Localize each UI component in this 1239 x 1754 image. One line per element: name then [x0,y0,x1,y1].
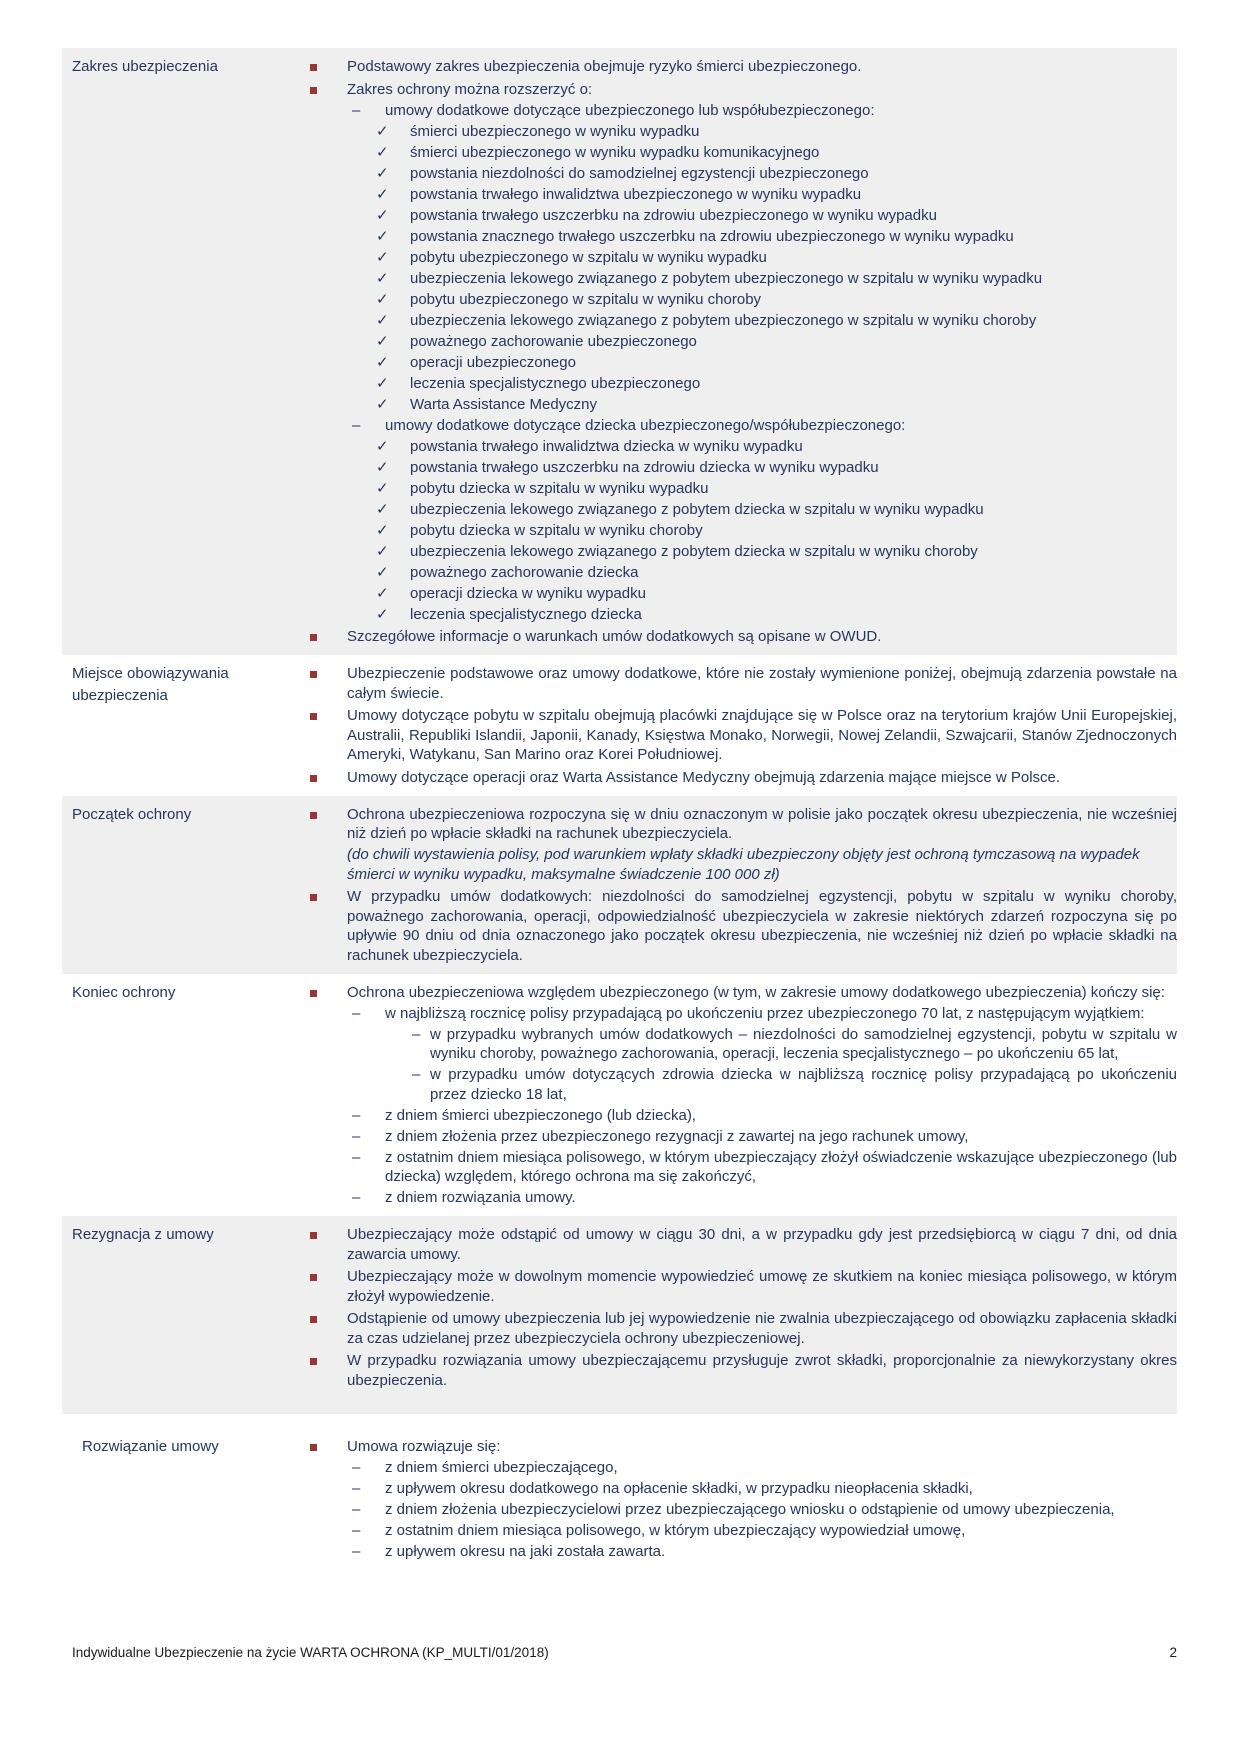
checkmark-icon: ✓ [376,395,389,413]
list-item [300,584,1177,604]
table-row [62,655,1177,796]
row-content [300,661,1177,789]
list-item-text: w przypadku umów dotyczących zdrowia dziecka w najbliższą rocznicę polisy przypadającą po ukończeniu przez dziecko 18 lat, [430,1066,1177,1103]
table-row [62,1414,1177,1570]
list-item [300,768,1177,788]
checkmark-icon: ✓ [376,185,389,203]
checkmark-icon: ✓ [376,500,389,518]
row-content [300,1434,1177,1563]
dash-icon: – [352,1127,361,1145]
list-item-text: Odstąpienie od umowy ubezpieczenia lub jej wypowiedzenie nie zwalnia ubezpieczającego od obowiązku zapłacenia składki za czas udzielanej przez ubezpieczyciela ochrony ubezpieczeniowej. [347,1310,1177,1347]
list-item [300,374,1177,394]
list-item-text: W przypadku umów dodatkowych: niezdolności do samodzielnej egzystencji, pobytu w szpitalu w wyniku choroby, poważnego zachorowania, operacji, odpowiedzialność ubezpieczyciela w zakresie niektórych zdarzeń rozpoczyna się po upływie 90 dniu od dnia oznaczonego jako początek okresu ubezpieczenia, nie wcześniej niż dzień po wpłacie składki na rachunek ubezpieczyciela. [347,888,1177,964]
list-item [300,269,1177,289]
dash-icon: – [352,1458,361,1476]
list-item-text: z dniem śmierci ubezpieczonego (lub dziecka), [385,1106,696,1124]
list-item [300,80,1177,100]
dash-icon: – [352,1500,361,1518]
list-item [300,1106,1177,1126]
insurance-info-table [62,48,1177,1570]
list-item-text: pobytu ubezpieczonego w szpitalu w wyniku wypadku [410,248,767,266]
list-item-text: w przypadku wybranych umów dodatkowych – niezdolności do samodzielnej egzystencji, pobytu w szpitalu w wyniku choroby, poważnego zachorowania, operacji, leczenia specjalistycznego – po ukończeniu 65 lat, [430,1025,1177,1062]
list-item-text: pobytu dziecka w szpitalu w wyniku choroby [410,521,703,539]
list-item-text: śmierci ubezpieczonego w wyniku wypadku komunikacyjnego [410,143,820,161]
list-item [300,706,1177,765]
bullet-square-icon [310,80,347,100]
list-item [300,1542,1177,1562]
checkmark-icon: ✓ [376,584,389,602]
list-item-text: śmierci ubezpieczonego w wyniku wypadku [410,122,700,140]
list-item [300,101,1177,121]
list-item [300,1437,1177,1457]
list-item-text: powstania trwałego uszczerbku na zdrowiu ubezpieczonego w wyniku wypadku [410,206,937,224]
list-item-text: Ochrona ubezpieczeniowa rozpoczyna się w dniu oznaczonym w polisie jako początek okresu ubezpieczenia, nie wcześniej niż dzień po wpłacie składki na rachunek ubezpieczyciela. [347,805,1177,842]
row-label: Rozwiązanie umowy [82,1437,219,1455]
page-footer [72,1645,1177,1660]
list-item [300,1065,1177,1104]
list-item [300,206,1177,226]
list-item [300,1127,1177,1147]
checkmark-icon: ✓ [376,290,389,308]
list-item [300,1309,1177,1348]
dash-icon: – [412,1025,421,1043]
list-item-text: ubezpieczenia lekowego związanego z pobytem ubezpieczonego w szpitalu w wyniku wypadku [410,269,1043,287]
dash-icon: – [352,1004,361,1022]
list-item [300,458,1177,478]
list-item-text: W przypadku rozwiązania umowy ubezpieczającemu przysługuje zwrot składki, proporcjonalnie za niewykorzystany okres ubezpieczenia. [347,1352,1177,1389]
checkmark-icon: ✓ [376,332,389,350]
list-item-text: ubezpieczenia lekowego związanego z pobytem dziecka w szpitalu w wyniku wypadku [410,500,984,518]
checkmark-icon: ✓ [376,521,389,539]
dash-icon: – [352,1542,361,1560]
list-item [300,1188,1177,1208]
list-item-text: Zakres ochrony można rozszerzyć o: [347,80,593,98]
checkmark-icon: ✓ [376,479,389,497]
checkmark-icon: ✓ [376,122,389,140]
list-item [300,1351,1177,1390]
list-item-text: Warta Assistance Medyczny [410,395,598,413]
list-item [300,542,1177,562]
list-item [300,416,1177,436]
row-label: Rezygnacja z umowy [72,1226,214,1243]
bullet-square-icon [310,1437,347,1457]
table-row [62,48,1177,655]
checkmark-icon: ✓ [376,563,389,581]
checkmark-icon: ✓ [376,374,389,392]
list-item [300,605,1177,625]
list-item [300,1500,1177,1520]
row-content [300,802,1177,967]
list-item-text: Podstawowy zakres ubezpieczenia obejmuje ryzyko śmierci ubezpieczonego. [347,58,862,75]
bullet-square-icon [310,706,347,765]
checkmark-icon: ✓ [376,437,389,455]
list-item-text: powstania znacznego trwałego uszczerbku na zdrowiu ubezpieczonego w wyniku wypadku [410,227,1014,245]
list-item-text: Umowa rozwiązuje się: [347,1437,501,1455]
row-content [300,1222,1177,1392]
list-item-text: z upływem okresu na jaki została zawarta. [385,1542,666,1560]
list-item-text: Ubezpieczający może odstąpić od umowy w ciągu 30 dni, a w przypadku gdy jest przedsiębiorcą w ciągu 7 dni, od dnia zawarcia umowy. [347,1226,1177,1263]
list-item-text: Szczegółowe informacje o warunkach umów dodatkowych są opisane w OWUD. [347,628,882,645]
list-item-text: Ubezpieczający może w dowolnym momencie wypowiedzieć umowę ze skutkiem na koniec miesiąca polisowego, w którym złożył wypowiedzenie. [347,1268,1177,1305]
list-item [300,983,1177,1003]
list-item [300,1267,1177,1306]
list-item-text: z dniem złożenia ubezpieczycielowi przez ubezpieczającego wniosku o odstąpienie od umowy ubezpieczenia, [385,1500,1115,1518]
bullet-square-icon [310,887,347,965]
list-item-text: z dniem śmierci ubezpieczającego, [385,1458,618,1476]
bullet-square-icon [310,768,347,788]
list-item-text: umowy dodatkowe dotyczące ubezpieczonego lub współubezpieczonego: [385,101,875,119]
bullet-square-icon [310,1351,347,1390]
list-item [300,185,1177,205]
list-item-text: operacji dziecka w wyniku wypadku [410,584,646,602]
dash-icon: – [352,1148,361,1166]
list-item [300,479,1177,499]
list-item-text: leczenia specjalistycznego dziecka [410,605,642,623]
page-number: 2 [1169,1645,1177,1660]
list-item [300,887,1177,965]
dash-icon: – [352,101,361,119]
bullet-square-icon [310,664,347,703]
row-label: Początek ochrony [72,805,192,823]
table-row [62,1216,1177,1414]
list-item-text: z upływem okresu dodatkowego na opłacenie składki, w przypadku nieopłacenia składki, [385,1479,973,1497]
list-item [300,248,1177,268]
list-item [300,164,1177,184]
table-row [62,974,1177,1217]
checkmark-icon: ✓ [376,248,389,266]
bullet-square-icon [310,983,347,1003]
list-item-text: z dniem złożenia przez ubezpieczonego rezygnacji z zawartej na jego rachunek umowy, [385,1127,969,1145]
footer-document-title: Indywidualne Ubezpieczenie na życie WARTA OCHRONA (KP_MULTI/01/2018) [72,1645,549,1660]
dash-icon: – [412,1066,421,1083]
list-item-text: w najbliższą rocznicę polisy przypadającą po ukończeniu przez ubezpieczonego 70 lat, z następującym wyjątkiem: [385,1004,1145,1022]
list-item [300,664,1177,703]
list-item [300,227,1177,247]
list-item [300,290,1177,310]
list-item [300,1479,1177,1499]
list-item-text: ubezpieczenia lekowego związanego z pobytem dziecka w szpitalu w wyniku choroby [410,542,978,560]
checkmark-icon: ✓ [376,227,389,245]
list-item [300,563,1177,583]
list-item [300,122,1177,142]
dash-icon: – [352,1479,361,1497]
checkmark-icon: ✓ [376,269,389,287]
list-item-text: Ochrona ubezpieczeniowa względem ubezpieczonego (w tym, w zakresie umowy dodatkowego ubezpieczenia) kończy się: [347,983,1165,1001]
checkmark-icon: ✓ [376,353,389,371]
checkmark-icon: ✓ [376,458,389,476]
list-item [300,521,1177,541]
dash-icon: – [352,416,361,434]
list-item [300,1004,1177,1024]
checkmark-icon: ✓ [376,542,389,560]
list-item [300,1458,1177,1478]
row-content [300,54,1177,648]
bullet-square-icon [310,1225,347,1264]
list-item-text: operacji ubezpieczonego [410,353,576,371]
bullet-square-icon [310,1309,347,1348]
list-item [300,805,1177,844]
list-item [300,1521,1177,1541]
list-item-text: pobytu ubezpieczonego w szpitalu w wyniku choroby [410,290,762,308]
list-item [300,845,1177,884]
list-item-text: ubezpieczenia lekowego związanego z pobytem ubezpieczonego w szpitalu w wyniku choroby [410,311,1037,329]
list-item-text: z dniem rozwiązania umowy. [385,1189,576,1206]
bullet-square-icon [310,57,347,77]
list-item-text: leczenia specjalistycznego ubezpieczonego [410,374,701,392]
list-item [300,353,1177,373]
bullet-square-icon [310,627,347,647]
list-item [300,332,1177,352]
row-label: Zakres ubezpieczenia [72,58,218,75]
list-item-text: powstania niezdolności do samodzielnej egzystencji ubezpieczonego [410,164,869,182]
list-item [300,311,1177,331]
list-item-text: powstania trwałego inwalidztwa dziecka w wyniku wypadku [410,437,803,455]
list-item [300,1148,1177,1187]
list-item [300,395,1177,415]
list-item-text: poważnego zachorowanie ubezpieczonego [410,332,697,350]
list-item-text: z ostatnim dniem miesiąca polisowego, w którym ubezpieczający wypowiedział umowę, [385,1521,966,1539]
dash-icon: – [352,1521,361,1539]
list-item [300,1025,1177,1064]
list-item [300,143,1177,163]
list-item [300,500,1177,520]
list-item-text: umowy dodatkowe dotyczące dziecka ubezpieczonego/współubezpieczonego: [385,416,906,434]
row-label: Miejsce obowiązywania ubezpieczenia [72,665,229,704]
list-item [300,627,1177,647]
row-content [300,980,1177,1210]
list-item-text: pobytu dziecka w szpitalu w wyniku wypadku [410,479,709,497]
list-item-text: (do chwili wystawienia polisy, pod warunkiem wpłaty składki ubezpieczony objęty jest ochroną tymczasową na wypadek śmierci w wyniku wypadku, maksymalne świadczenie 100 000 zł) [347,846,1140,883]
checkmark-icon: ✓ [376,164,389,182]
checkmark-icon: ✓ [376,206,389,224]
list-item-text: poważnego zachorowanie dziecka [410,563,639,581]
checkmark-icon: ✓ [376,605,389,623]
list-item-text: powstania trwałego inwalidztwa ubezpieczonego w wyniku wypadku [410,185,862,203]
table-row [62,796,1177,974]
list-item-text: z ostatnim dniem miesiąca polisowego, w którym ubezpieczający złożył oświadczenie wskazujące ubezpieczonego (lub dziecka) względem, którego ochrona ma się zakończyć, [385,1148,1177,1185]
bullet-square-icon [310,805,347,844]
dash-icon: – [352,1189,361,1206]
checkmark-icon: ✓ [376,143,389,161]
row-label: Koniec ochrony [72,983,176,1001]
bullet-square-icon [310,1267,347,1306]
checkmark-icon: ✓ [376,311,389,329]
list-item [300,1225,1177,1264]
list-item-text: Umowy dotyczące pobytu w szpitalu obejmują placówki znajdujące się w Polsce oraz na terytorium krajów Unii Europejskiej, Australii, Republiki Islandii, Japonii, Kanady, Księstwa Monako, Norwegii, Nowej Zelandii, Szwajcarii, Stanów Zjednoczonych Ameryki, Watykanu, San Marino oraz Korei Południowej. [347,707,1177,763]
list-item [300,437,1177,457]
list-item-text: Umowy dotyczące operacji oraz Warta Assistance Medyczny obejmują zdarzenia mające miejsce w Polsce. [347,768,1061,786]
list-item-text: Ubezpieczenie podstawowe oraz umowy dodatkowe, które nie zostały wymienione poniżej, obejmują zdarzenia powstałe na całym świecie. [347,665,1177,702]
list-item-text: powstania trwałego uszczerbku na zdrowiu dziecka w wyniku wypadku [410,458,879,476]
list-item [300,57,1177,77]
dash-icon: – [352,1106,361,1124]
